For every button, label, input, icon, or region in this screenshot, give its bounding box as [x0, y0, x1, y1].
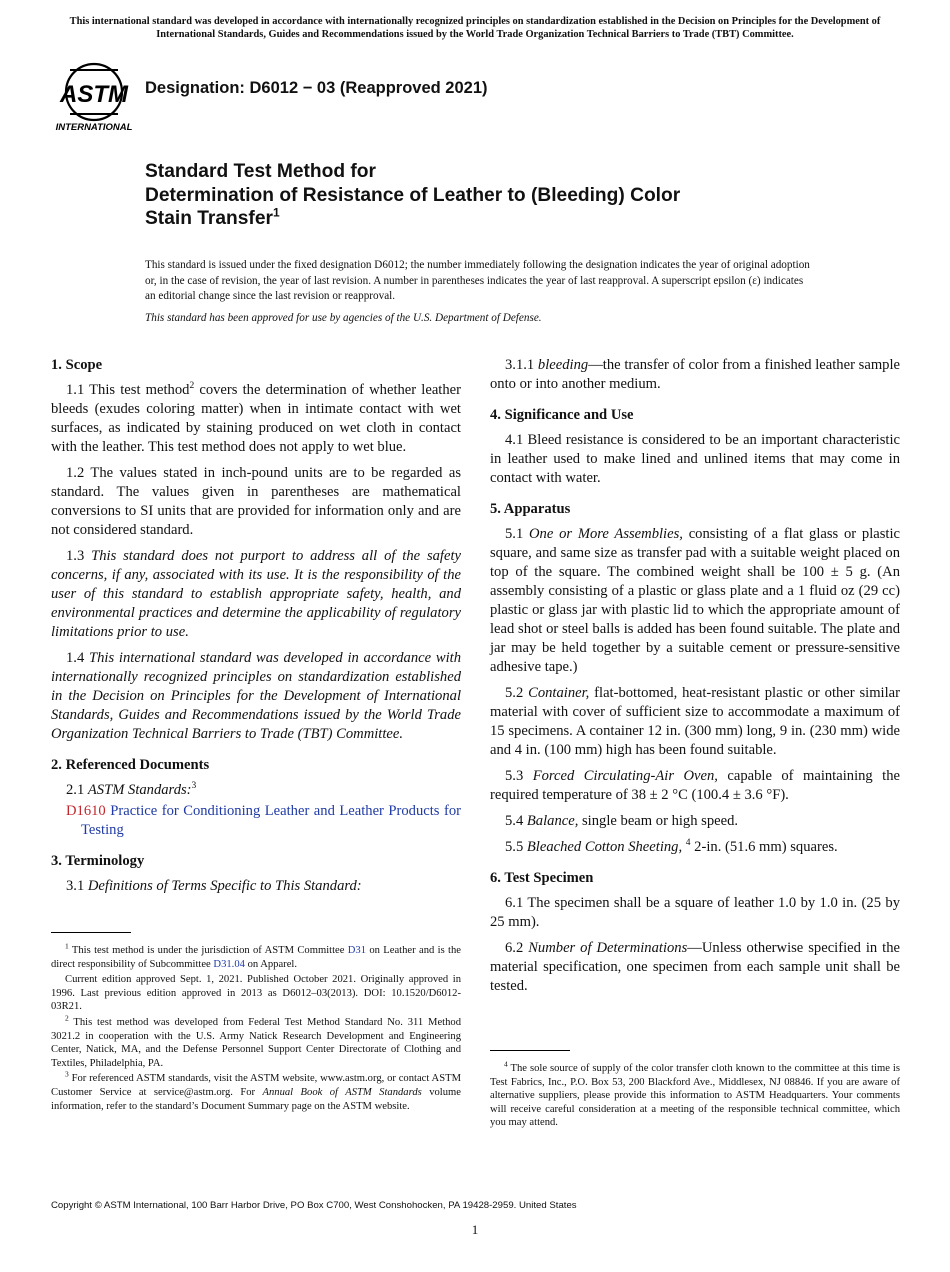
para-5-2: 5.2 Container, flat-bottomed, heat-resistant plastic or other similar material with cover of sufficient size to accommodate a maximum of 15 specimens. A container 12 in. (300 mm) long, 9 in. (230 mm) wide and 4 in. (100 mm) high has been found suitable. — [490, 685, 901, 758]
para-3-1-1: 3.1.1 bleeding—the transfer of color from a finished leather sample onto or into another medium. — [490, 357, 900, 392]
designation: Designation: D6012 − 03 (Reapproved 2021) — [145, 79, 488, 97]
tbt-notice: This international standard was developed in accordance with internationally recognized principles on standardization established in the Decision on Principles for the Development of International Standards, Guides and Recommendations issued by the World Trade Organization Technical Barriers to Trade (TBT) Committee. — [69, 16, 881, 40]
para-1-2: 1.2 The values stated in inch-pound units are to be regarded as standard. The values given in parentheses are mathematical conversions to SI units that are provided for information only and are not considered standard. — [51, 465, 461, 538]
reference-title-link[interactable]: Practice for Conditioning Leather and Leather Products for Testing — [81, 803, 461, 838]
reference-code-link[interactable]: D1610 — [66, 803, 106, 819]
footnote-3: $^3$ For referenced ASTM standards, visit the ASTM website, www.astm.org, or contact ASTM Customer Service at service@astm.org. For Annual Book of ASTM Standards volume information, refer to the standard’s Document Summary page on the ASTM website. — [51, 1069, 461, 1112]
astm-logo — [54, 56, 134, 136]
para-5-5: 5.5 Bleached Cotton Sheeting, $^4$ 2-in. (51.6 mm) squares. — [505, 838, 838, 855]
para-1-4: 1.4 This international standard was developed in accordance with internationally recognized principles on standardization established in the Decision on Principles for the Development of International Standards, Guides and Recommendations issued by the World Trade Organization Technical Barriers to Trade (TBT) Committee. — [51, 650, 462, 742]
section-apparatus-heading: 5. Apparatus — [490, 501, 571, 517]
copyright-line: Copyright © ASTM International, 100 Barr Harbor Drive, PO Box C700, West Conshohocken, PA 19428-2959. United States — [51, 1200, 577, 1211]
section-terminology-heading: 3. Terminology — [51, 853, 145, 869]
section-referenced-docs-heading: 2. Referenced Documents — [51, 757, 210, 773]
para-5-1: 5.1 One or More Assemblies, consisting of a flat glass or plastic square, and same size as transfer pad with a suitable weight placed on top of the square. The combined weight shall be 100 ± 5 g. (An assembly consisting of a plastic or glass plate and a 1 fluid oz (29 cc) plastic or glass jar with plastic lid to which the appropriate amount of lead shot or steel balls is added has been found suitable. The plate and jar may be held together by a suitable cement or pressure-sensitive adhesive tape.) — [490, 526, 901, 675]
designation-note: This standard is issued under the fixed designation D6012; the number immediately following the designation indicates the year of original adoption or, in the case of revision, the year of last revision. A number in parentheses indicates the year of last reapproval. A superscript epsilon (ε) indicates an editorial change since the last revision or reapproval. — [145, 259, 810, 302]
para-5-4: 5.4 Balance, single beam or high speed. — [505, 813, 739, 829]
dod-approval-note: This standard has been approved for use by agencies of the U.S. Department of Defense. — [145, 312, 542, 324]
footnote-2: $^2$ This test method was developed from Federal Test Method Standard No. 311 Method 3021.2 in cooperation with the U.S. Army Natick Research Development and Engineering Center, Natick, MA, and the Defense Personnel Support Center Directorate of Clothing and Textiles, Philadelphia, PA. — [51, 1013, 461, 1069]
section-scope-heading: 1. Scope — [51, 357, 103, 373]
footnote-separator-right — [490, 1050, 570, 1051]
para-2-1: 2.1 ASTM Standards:$^3$ — [66, 781, 197, 798]
title-footnote-mark: 1 — [272, 205, 280, 220]
footnote-separator-left — [51, 932, 131, 933]
para-6-2: 6.2 Number of Determinations—Unless otherwise specified in the material specification, one specimen from each sample unit shall be tested. — [490, 940, 900, 994]
para-4-1: 4.1 Bleed resistance is considered to be an important characteristic in leather used to make lined and unlined items that may come in contact with water. — [490, 432, 900, 486]
title-line-3: Stain Transfer$^1$ — [145, 205, 280, 229]
section-significance-heading: 4. Significance and Use — [490, 407, 634, 423]
para-6-1: 6.1 The specimen shall be a square of leather 1.0 by 1.0 in. (25 by 25 mm). — [490, 895, 900, 930]
logo-letters: ASTM — [60, 81, 128, 108]
right-column — [490, 356, 900, 1003]
para-5-3: 5.3 Forced Circulating-Air Oven, capable of maintaining the required temperature of 38 ± 2 °C (100.4 ± 3.6 °F). — [490, 768, 900, 803]
right-footnotes — [490, 1059, 900, 1132]
logo-org: INTERNATIONAL — [55, 122, 133, 133]
para-1-3: 1.3 This standard does not purport to address all of the safety concerns, if any, associated with its use. It is the responsibility of the user of this standard to establish appropriate safety, health, and environmental practices and determine the applicability of regulatory limitations prior to use. — [51, 548, 461, 640]
footnote-1-edition: Current edition approved Sept. 1, 2021. Published October 2021. Originally approved in 1996. Last previous edition approved in 2013 as D6012–03(2013). DOI: 10.1520/D6012-03R21. — [51, 974, 461, 1013]
document-title — [145, 160, 865, 231]
reference-d1610[interactable] — [51, 802, 461, 840]
footnote-1: $^1$ This test method is under the jurisdiction of ASTM Committee D31 on Leather and is the direct responsibility of Subcommittee D31.04 on Apparel. — [51, 941, 461, 970]
left-column — [51, 356, 461, 903]
left-footnotes — [51, 941, 461, 1115]
committee-d31-link[interactable]: D31 — [347, 945, 367, 956]
footnote-4: $^4$ The sole source of supply of the color transfer cloth known to the committee at this time is Test Fabrics, Inc., P.O. Box 53, 200 Blackford Ave., Middlesex, NJ 08846. If you are aware of alternative suppliers, please provide this information to ASTM Headquarters. Your comments will receive careful consideration at a meeting of the responsible technical committee, which you may attend. — [490, 1059, 900, 1129]
section-test-specimen-heading: 6. Test Specimen — [490, 870, 594, 886]
para-1-1: 1.1 This test method$^2$ covers the determination of whether leather bleeds (exudes coloring matter) when in intimate contact with wet surfaces, as indicated by staining produced on wet cloth in contact with the leather. This test method does not apply to wet blue. — [51, 381, 461, 455]
title-line-1: Standard Test Method for — [145, 161, 376, 182]
subcommittee-d31-04-link[interactable]: D31.04 — [213, 958, 245, 970]
title-line-2: Determination of Resistance of Leather to (Bleeding) Color — [145, 184, 681, 206]
para-3-1: 3.1 Definitions of Terms Specific to This Standard: — [66, 878, 362, 894]
page-number: 1 — [471, 1222, 479, 1237]
